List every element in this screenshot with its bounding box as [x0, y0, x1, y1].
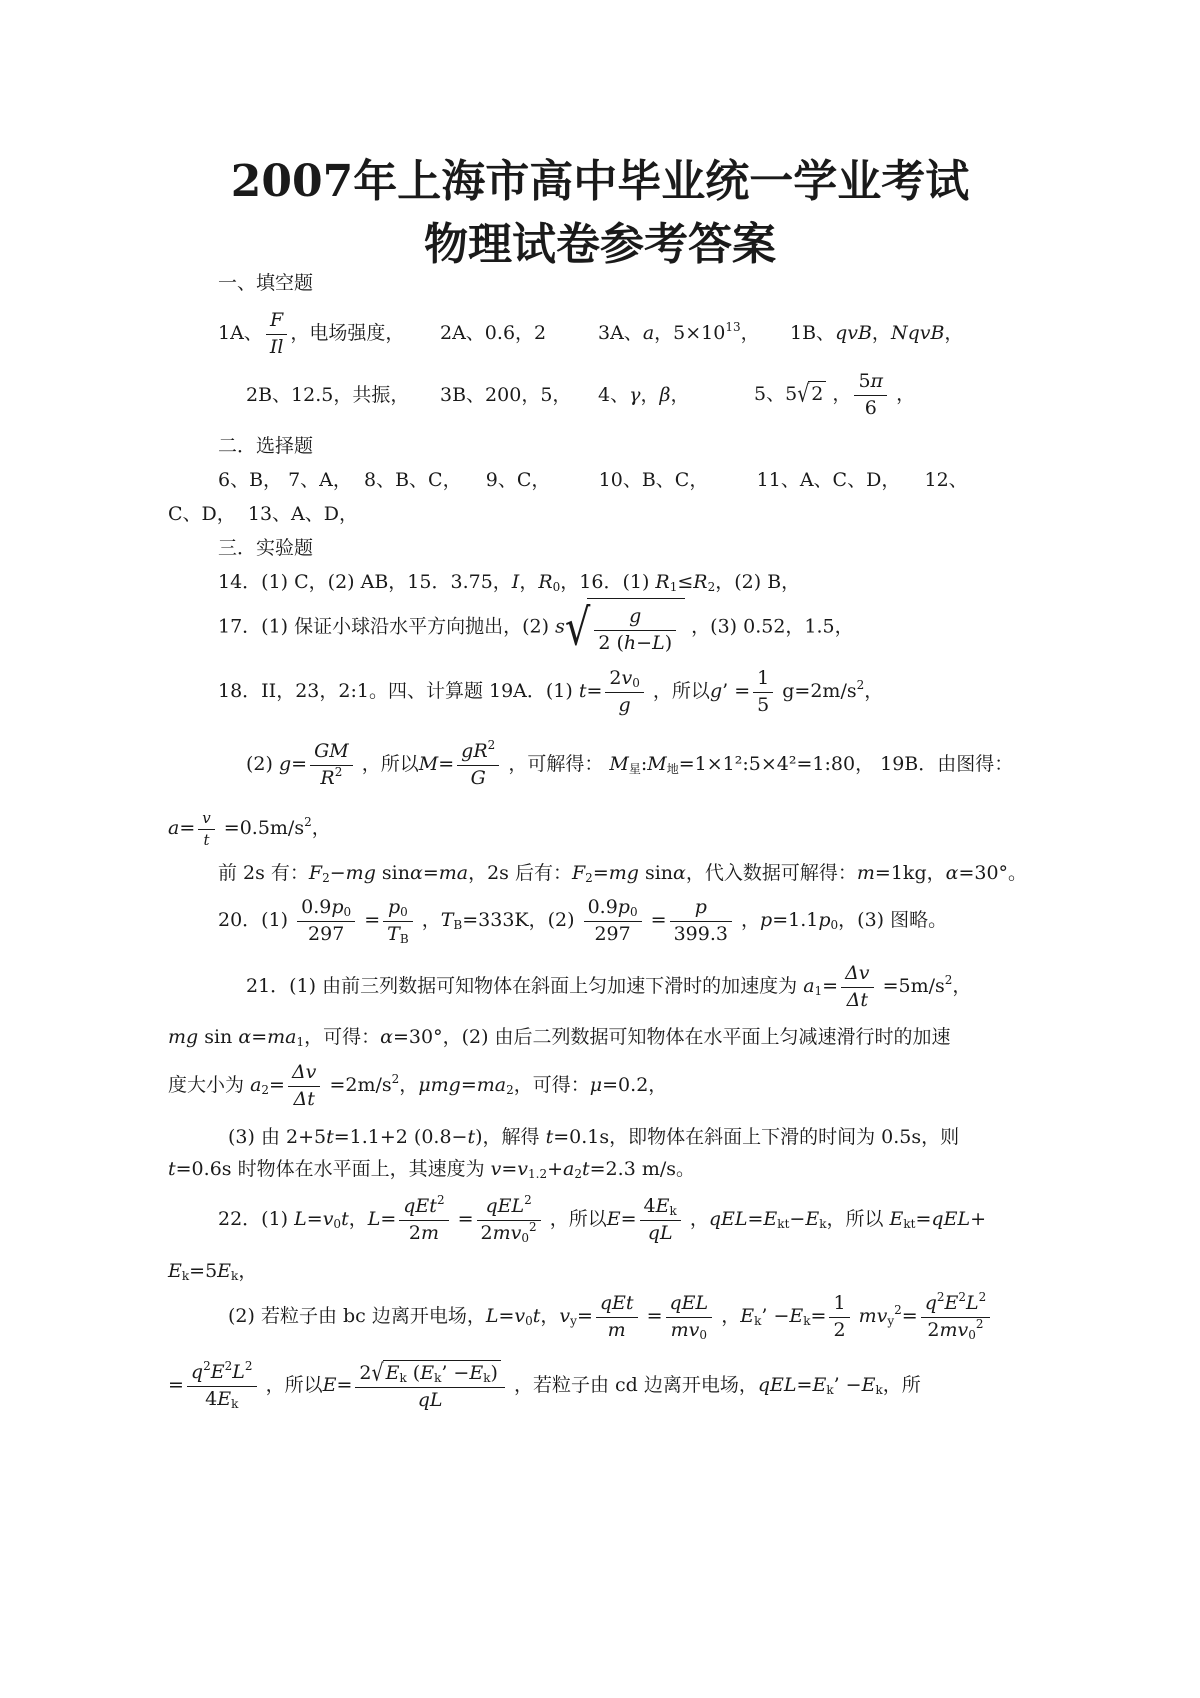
- choice-line-2: C、D， 13、A、D，: [168, 503, 358, 525]
- fill-3b: 3B、200，5，: [440, 384, 572, 406]
- fill-3a: 3A、a，$5\times 10^{13}$，: [598, 320, 760, 344]
- section-choice-heading: 二．选择题: [218, 435, 314, 457]
- exp-21-2: mg $\sin \alpha=ma_1$，可得：α=30°，(2) 由后二列数据可知物体在水平面上匀减速滑行时的加速: [168, 1026, 951, 1049]
- exp-22-1: 22．(1) $L=v_0t$，L= $\frac{qEt^2}{2m}$ = $\frac{qEL^2}{2mv_0^2}$ ，所以E= $\frac{4E_k}{qL}$ ，$qEL=E_{kt}-E_k$，所以 $E_{kt}=qEL+$: [218, 1192, 986, 1245]
- choice-line-1: 6、B， 7、A， 8、B、C， 9、C， 10、B、C， 11、A、C、D， 12、: [218, 469, 968, 491]
- exp-21-5: t=0.6s 时物体在水平面上，其速度为 $v=v_{1.2}+a_2t=2.3$ m/s。: [168, 1158, 695, 1181]
- exp-19b-accel: a= $\frac{v}{t}$ $=0.5m/s^2$，: [168, 808, 331, 849]
- fill-2b: 2B、12.5，共振，: [246, 384, 410, 406]
- exp-20: 20．(1) $\frac{0.9p_0}{297}$ = $\frac{p_0}{T_B}$ ，$T_B=333K$，(2) $\frac{0.9p_0}{297}$ = $\frac{p}{399.3}$ ，$p=1.1p_0$，(3) 图略。: [218, 895, 948, 946]
- exp-19b-forces: 前 2s 有：$F_2-mg$ sinα=ma，2s 后有：$F_2=mg$ sinα，代入数据可解得：m=1kg，α=30°。: [218, 862, 1028, 885]
- exp-18-19a: 18．II，23，2:1。四、计算题 19A．(1) t= $\frac{2v_0}{g}$ ，所以g’ = $\frac{1}{5}$ $g=2m/s^2$，: [218, 666, 884, 716]
- fill-5: 5、5√ 2 ， $\frac{5\pi}{6}$ ，: [754, 369, 916, 419]
- fill-line-1: 1A、 $\frac{F}{Il}$ ，电场强度，: [218, 308, 405, 358]
- exp-21-4: (3) 由 2+5t=1.1+2 (0.8−t)，解得 t=0.1s，即物体在斜面上下滑的时间为 0.5s，则: [228, 1126, 960, 1148]
- exp-17: 17．(1) 保证小球沿水平方向抛出，(2) s√ $\frac{g}{2 (h-L)}$ ，(3) 0.52，1.5，: [218, 598, 854, 657]
- section-experiment-heading: 三．实验题: [218, 537, 314, 559]
- title-line-2: 物理试卷参考答案: [424, 219, 776, 270]
- exp-22-2: $E_k=5E_k$，: [168, 1260, 258, 1283]
- exp-21-1: 21．(1) 由前三列数据可知物体在斜面上匀加速下滑时的加速度为 $a_1=$ $\frac{\Delta v}{\Delta t}$ $=5m/s^2$，: [246, 961, 972, 1011]
- exp-22-3: (2) 若粒子由 bc 边离开电场，$L=v_0t$，$v_y=$ $\frac{\text{qEt}}{m}$ = $\frac{\text{qEL}}{mv_0}$ ，$E_k$’ $-E_k=$ $\frac{1}{2}$ $mv_y^2=$ $\frac{q^2E^2L^2}{2mv_0^2}$: [228, 1288, 993, 1344]
- exp-21-3: 度大小为 $a_2=$ $\frac{\Delta v}{\Delta t}$ $=2m/s^2$，$\mu mg=ma_2$，可得：μ=0.2，: [168, 1060, 668, 1110]
- fill-1b: 1B、qvB，NqvB，: [790, 322, 964, 344]
- title-line-1: 2007年上海市高中毕业统一学业考试: [230, 156, 970, 207]
- exp-19a-2: (2) g= $\frac{GM}{R^2}$ ，所以M= $\frac{gR^2}{G}$ ，可解得： $M_星:M_地=1\times 1^2:5\times 4^2=1:80$， 19B．由图得：: [246, 737, 1014, 789]
- fill-4: 4、γ，β，: [598, 384, 690, 406]
- exp-14-16: 14．(1) C，(2) AB，15．3.75，I，$R_0$，16．(1) $R_1\le R_2$，(2) B，: [218, 571, 801, 594]
- section-fill-heading: 一、填空题: [218, 272, 314, 294]
- fill-2a: 2A、0.6，2: [440, 322, 547, 344]
- exp-22-4: = $\frac{q^2E^2L^2}{4E_k}$ ，所以E= $\frac{2√ E_k (E_k’ -E_k)}{qL}$ ，若粒子由 cd 边离开电场，$qEL=E_k$’ $-E_k$，所: [168, 1358, 921, 1411]
